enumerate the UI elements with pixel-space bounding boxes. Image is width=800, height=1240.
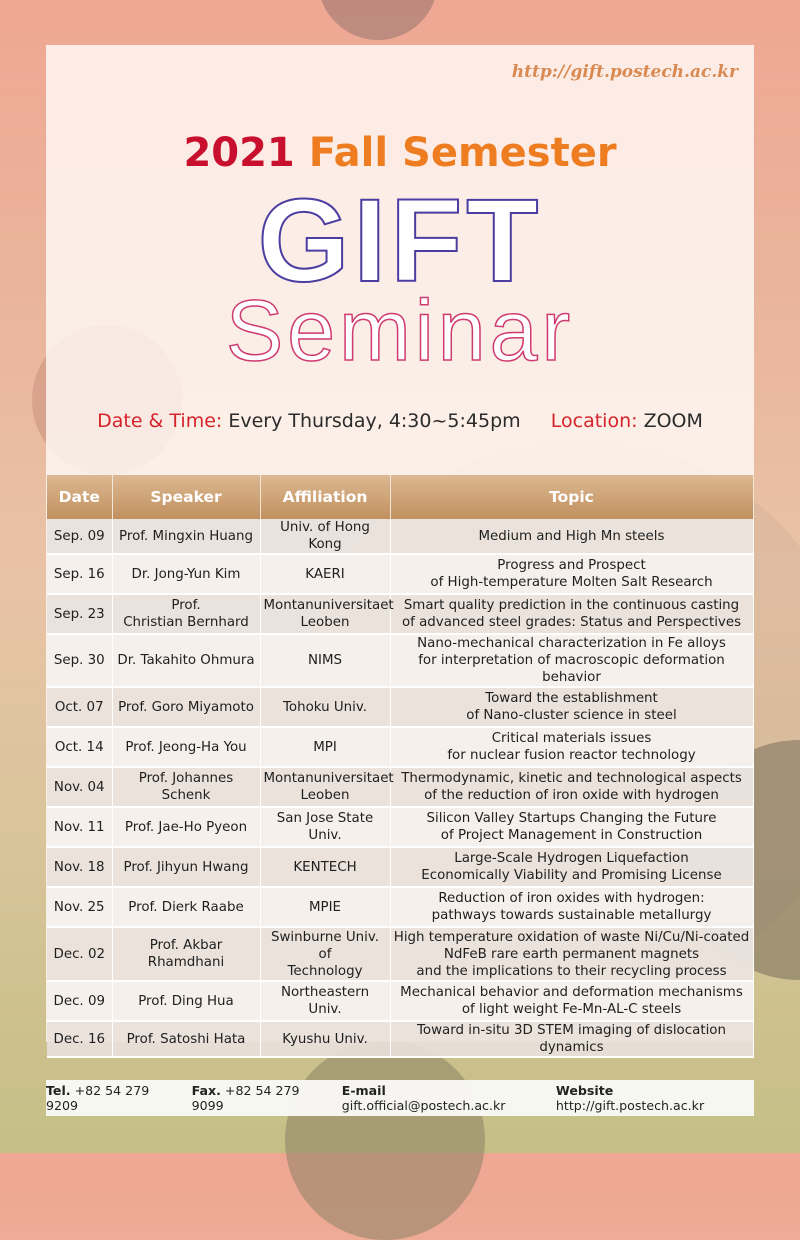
email-label: E-mail (341, 1083, 386, 1098)
cell-affiliation: San Jose State Univ. (260, 807, 390, 847)
cell-affiliation: Tohoku Univ. (260, 687, 390, 727)
table-row (47, 634, 753, 687)
cell-date: Sep. 30 (47, 634, 112, 687)
location-label: Location: (550, 410, 638, 432)
cell-topic: Medium and High Mn steels (390, 519, 753, 554)
cell-affiliation: KAERI (260, 554, 390, 594)
cell-date: Sep. 16 (47, 554, 112, 594)
cell-topic: Silicon Valley Startups Changing the Future of Project Management in Construction (390, 807, 753, 847)
cell-speaker: Prof. Ding Hua (112, 981, 260, 1021)
cell-date: Oct. 07 (47, 687, 112, 727)
tel-label: Tel. (46, 1083, 71, 1098)
website-item (556, 1083, 754, 1113)
cell-topic: Mechanical behavior and deformation mechanisms of light weight Fe-Mn-AL-C steels (390, 981, 753, 1021)
location-value: ZOOM (643, 410, 703, 432)
cell-topic: Thermodynamic, kinetic and technological aspects of the reduction of iron oxide with hydrogen (390, 767, 753, 807)
cell-date: Dec. 16 (47, 1021, 112, 1057)
cell-speaker: Prof. Satoshi Hata (112, 1021, 260, 1057)
fax-item (192, 1083, 328, 1113)
header-date: Date (47, 475, 112, 519)
cell-date: Nov. 11 (47, 807, 112, 847)
title-seminar: Seminar (225, 283, 575, 379)
fax-label: Fax. (191, 1083, 221, 1098)
cell-affiliation: MPIE (260, 887, 390, 927)
cell-speaker: Prof. Johannes Schenk (112, 767, 260, 807)
cell-speaker: Prof. Christian Bernhard (112, 594, 260, 634)
cell-date: Dec. 09 (47, 981, 112, 1021)
tel-item (46, 1083, 178, 1113)
header-speaker: Speaker (112, 475, 260, 519)
email-value[interactable]: gift.official@postech.ac.kr (341, 1098, 506, 1113)
website-value[interactable]: http://gift.postech.ac.kr (555, 1098, 705, 1113)
cell-topic: Reduction of iron oxides with hydrogen: pathways towards sustainable metallurgy (390, 887, 753, 927)
cell-date: Nov. 04 (47, 767, 112, 807)
table-row (47, 594, 753, 634)
cell-topic: Toward the establishment of Nano-cluster science in steel (390, 687, 753, 727)
year: 2021 (183, 130, 295, 176)
cell-affiliation: MPI (260, 727, 390, 767)
cell-speaker: Prof. Jae-Ho Pyeon (112, 807, 260, 847)
website-url[interactable]: http://gift.postech.ac.kr (511, 62, 738, 82)
cell-speaker: Prof. Mingxin Huang (112, 519, 260, 554)
cell-topic: Toward in-situ 3D STEM imaging of dislocation dynamics (390, 1021, 753, 1057)
cell-speaker: Prof. Akbar Rhamdhani (112, 927, 260, 981)
cell-affiliation: Swinburne Univ. of Technology (260, 927, 390, 981)
email-item (342, 1083, 542, 1113)
cell-speaker: Prof. Jihyun Hwang (112, 847, 260, 887)
cell-affiliation: Montanuniversitaet Leoben (260, 767, 390, 807)
cell-affiliation: Northeastern Univ. (260, 981, 390, 1021)
decorative-circle (285, 1040, 485, 1240)
table-row (47, 847, 753, 887)
cell-date: Sep. 23 (47, 594, 112, 634)
cell-date: Sep. 09 (47, 519, 112, 554)
cell-speaker: Dr. Jong-Yun Kim (112, 554, 260, 594)
cell-speaker: Prof. Goro Miyamoto (112, 687, 260, 727)
table-row (47, 887, 753, 927)
table-row (47, 767, 753, 807)
cell-date: Nov. 25 (47, 887, 112, 927)
cell-speaker: Dr. Takahito Ohmura (112, 634, 260, 687)
tel-value[interactable]: +82 54 279 9209 (46, 1083, 150, 1113)
table-row (47, 927, 753, 981)
cell-affiliation: Montanuniversitaet Leoben (260, 594, 390, 634)
cell-topic: Nano-mechanical characterization in Fe alloys for interpretation of macroscopic deformation behavior (390, 634, 753, 687)
cell-speaker: Prof. Jeong-Ha You (112, 727, 260, 767)
schedule-table (47, 475, 754, 1058)
cell-affiliation: KENTECH (260, 847, 390, 887)
semester-heading (0, 130, 800, 176)
cell-speaker: Prof. Dierk Raabe (112, 887, 260, 927)
cell-topic: Smart quality prediction in the continuous casting of advanced steel grades: Status and Perspectives (390, 594, 753, 634)
cell-affiliation: Kyushu Univ. (260, 1021, 390, 1057)
header-affiliation: Affiliation (260, 475, 390, 519)
cell-date: Dec. 02 (47, 927, 112, 981)
decorative-circle (318, 0, 438, 40)
datetime-value: Every Thursday, 4:30~5:45pm (228, 410, 521, 432)
cell-topic: Progress and Prospect of High-temperature Molten Salt Research (390, 554, 753, 594)
table-row (47, 519, 753, 554)
cell-date: Oct. 14 (47, 727, 112, 767)
datetime-label: Date & Time: (97, 410, 223, 432)
cell-topic: High temperature oxidation of waste Ni/Cu/Ni-coated NdFeB rare earth permanent magnets and the implications to their recycling process (390, 927, 753, 981)
table-row (47, 1021, 753, 1057)
table-row (47, 807, 753, 847)
fax-value: +82 54 279 9099 (191, 1083, 300, 1113)
contact-footer (46, 1080, 754, 1116)
cell-topic: Large-Scale Hydrogen Liquefaction Economically Viability and Promising License (390, 847, 753, 887)
table-row (47, 554, 753, 594)
table-row (47, 687, 753, 727)
datetime-location-line (0, 410, 800, 432)
semester-label: Fall Semester (308, 130, 617, 176)
cell-topic: Critical materials issues for nuclear fusion reactor technology (390, 727, 753, 767)
table-row (47, 727, 753, 767)
cell-affiliation: Univ. of Hong Kong (260, 519, 390, 554)
table-header-row (47, 475, 753, 519)
website-label: Website (555, 1083, 614, 1098)
table-row (47, 981, 753, 1021)
title-gift: GIFT (257, 175, 543, 307)
header-topic: Topic (390, 475, 753, 519)
table-body (47, 519, 753, 1057)
cell-date: Nov. 18 (47, 847, 112, 887)
cell-affiliation: NIMS (260, 634, 390, 687)
